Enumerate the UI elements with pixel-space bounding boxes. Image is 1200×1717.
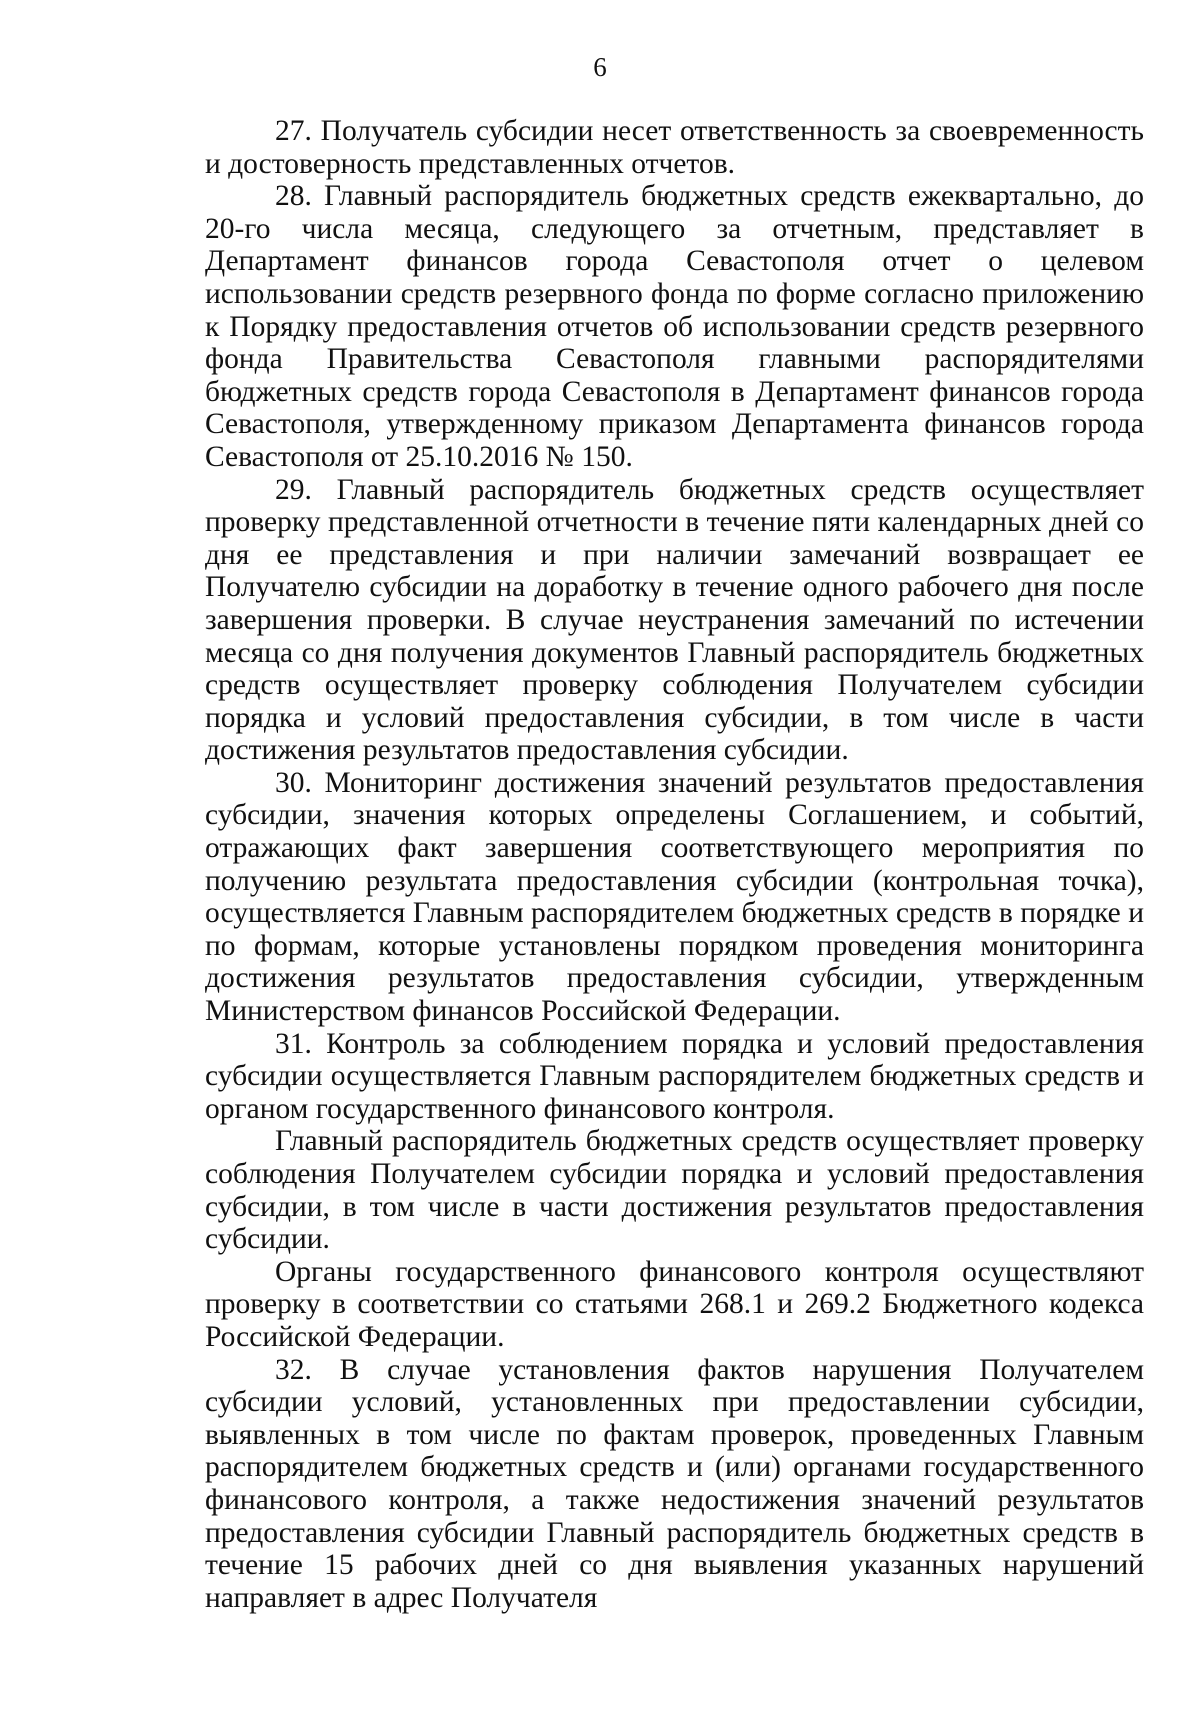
paragraph-27: 27. Получатель субсидии несет ответственность за своевременность и достоверность представленных отчетов. xyxy=(205,115,1144,180)
paragraph-29: 29. Главный распорядитель бюджетных средств осуществляет проверку представленной отчетности в течение пяти календарных дней со дня ее представления и при наличии замечаний возвращает ее Получателю субсидии на доработку в течение одного рабочего дня после завершения проверки. В случае неустранения замечаний по истечении месяца со дня получения документов Главный распорядитель бюджетных средств осуществляет проверку соблюдения Получателем субсидии порядка и условий предоставления субсидии, в том числе в части достижения результатов предоставления субсидии. xyxy=(205,473,1144,767)
document-body xyxy=(205,115,1144,1614)
paragraph-32: 32. В случае установления фактов нарушения Получателем субсидии условий, установленных при предоставлении субсидии, выявленных в том числе по фактам проверок, проведенных Главным распорядителем бюджетных средств и (или) органами государственного финансового контроля, а также недостижения значений результатов предоставления субсидии Главный распорядитель бюджетных средств в течение 15 рабочих дней со дня выявления указанных нарушений направляет в адрес Получателя xyxy=(205,1353,1144,1614)
paragraph-30: 30. Мониторинг достижения значений результатов предоставления субсидии, значения которых определены Соглашением, и событий, отражающих факт завершения соответствующего мероприятия по получению результата предоставления субсидии (контрольная точка), осуществляется Главным распорядителем бюджетных средств в порядке и по формам, которые установлены порядком проведения мониторинга достижения результатов предоставления субсидии, утвержденным Министерством финансов Российской Федерации. xyxy=(205,766,1144,1028)
paragraph-28: 28. Главный распорядитель бюджетных средств ежеквартально, до 20-го числа месяца, следующего за отчетным, представляет в Департамент финансов города Севастополя отчет о целевом использовании средств резервного фонда по форме согласно приложению к Порядку предоставления отчетов об использовании средств резервного фонда Правительства Севастополя главными распорядителями бюджетных средств города Севастополя в Департамент финансов города Севастополя, утвержденному приказом Департамента финансов города Севастополя от 25.10.2016 № 150. xyxy=(205,180,1144,473)
page-number: 6 xyxy=(593,52,607,82)
paragraph-31-control-bodies: Органы государственного финансового контроля осуществляют проверку в соответствии со статьями 268.1 и 269.2 Бюджетного кодекса Российской Федерации. xyxy=(205,1255,1144,1353)
paragraph-31: 31. Контроль за соблюдением порядка и условий предоставления субсидии осуществляется Главным распорядителем бюджетных средств и органом государственного финансового контроля. xyxy=(205,1027,1144,1125)
paragraph-31-verification: Главный распорядитель бюджетных средств осуществляет проверку соблюдения Получателем субсидии порядка и условий предоставления субсидии, в том числе в части достижения результатов предоставления субсидии. xyxy=(205,1125,1144,1256)
